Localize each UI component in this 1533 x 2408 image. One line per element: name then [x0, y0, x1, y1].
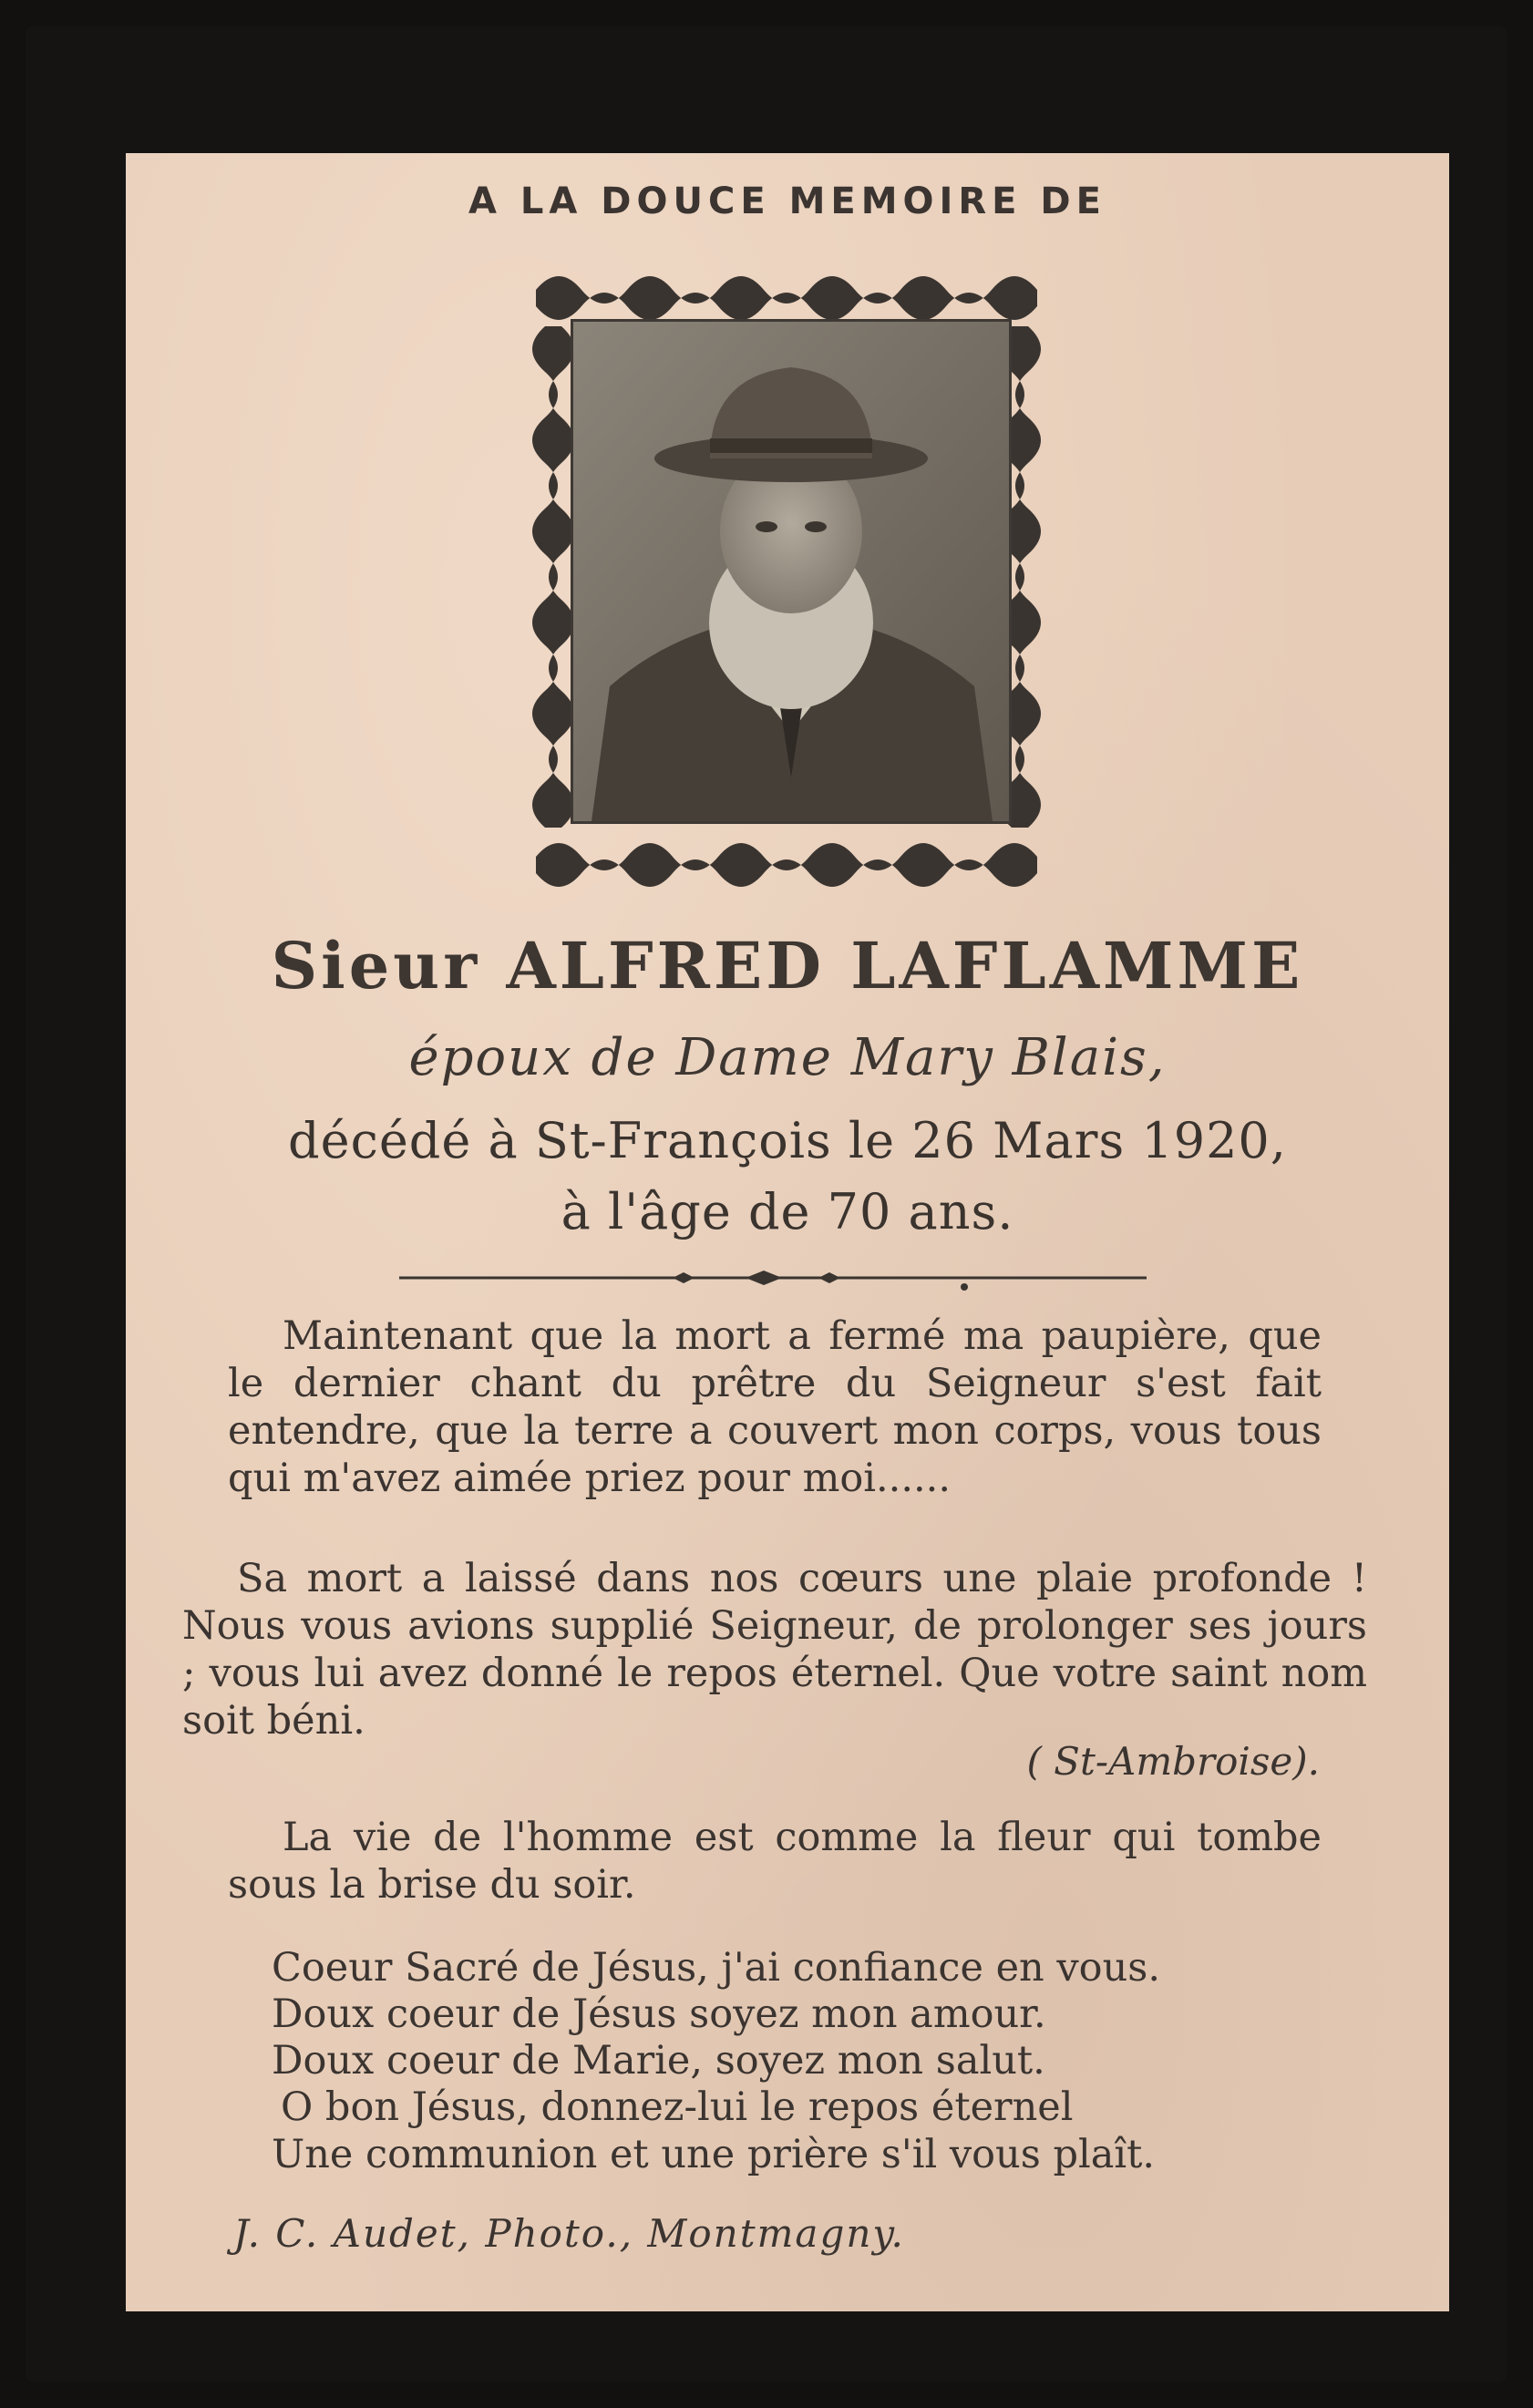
frame-wave-top: [536, 276, 1037, 320]
spouse-line: époux de Dame Mary Blais,: [408, 1028, 1167, 1087]
paragraph-2: Sa mort a laissé dans nos cœurs une plaie profonde ! Nous vous avions supplié Seigneur, de prolonger ses jours ; vous lui avez donné le repos éternel. Que votre saint nom soit béni.: [182, 1556, 1367, 1744]
prayer-line: Coeur Sacré de Jésus, j'ai confiance en vous.: [272, 1945, 1160, 1991]
portrait-image: [573, 322, 1009, 821]
photographer-credit: J. C. Audet, Photo., Montmagny.: [233, 2211, 905, 2256]
paragraph-1: Maintenant que la mort a fermé ma paupière, que le dernier chant du prêtre du Seigneur s'est fait entendre, que la terre a couvert mon corps, vous tous qui m'avez aimée priez pour moi......: [228, 1313, 1322, 1501]
prayer-list: [272, 1945, 1320, 2131]
ornamental-divider: [399, 1267, 1147, 1294]
prayer-line: O bon Jésus, donnez-lui le repos éternel: [281, 2084, 1074, 2130]
age-line: à l'âge de 70 ans.: [561, 1183, 1014, 1240]
frame-wave-bottom: [536, 843, 1037, 887]
memorial-card-paper: [126, 153, 1449, 2311]
portrait-photograph: [571, 319, 1012, 824]
quote-source: ( St-Ambroise).: [1026, 1739, 1320, 1784]
prayer-line: Doux coeur de Marie, soyez mon salut.: [272, 2038, 1045, 2084]
deceased-name: Sieur ALFRED LAFLAMME: [271, 928, 1304, 1003]
prayer-line: Doux coeur de Jésus soyez mon amour.: [272, 1991, 1046, 2037]
card-heading: A LA DOUCE MEMOIRE DE: [468, 180, 1106, 222]
death-date-line: décédé à St-François le 26 Mars 1920,: [288, 1112, 1287, 1169]
frame-wave-left: [532, 326, 574, 828]
paragraph-3: La vie de l'homme est comme la fleur qui tombe sous la brise du soir.: [228, 1815, 1322, 1908]
closing-request: Une communion et une prière s'il vous plaît.: [272, 2132, 1156, 2177]
